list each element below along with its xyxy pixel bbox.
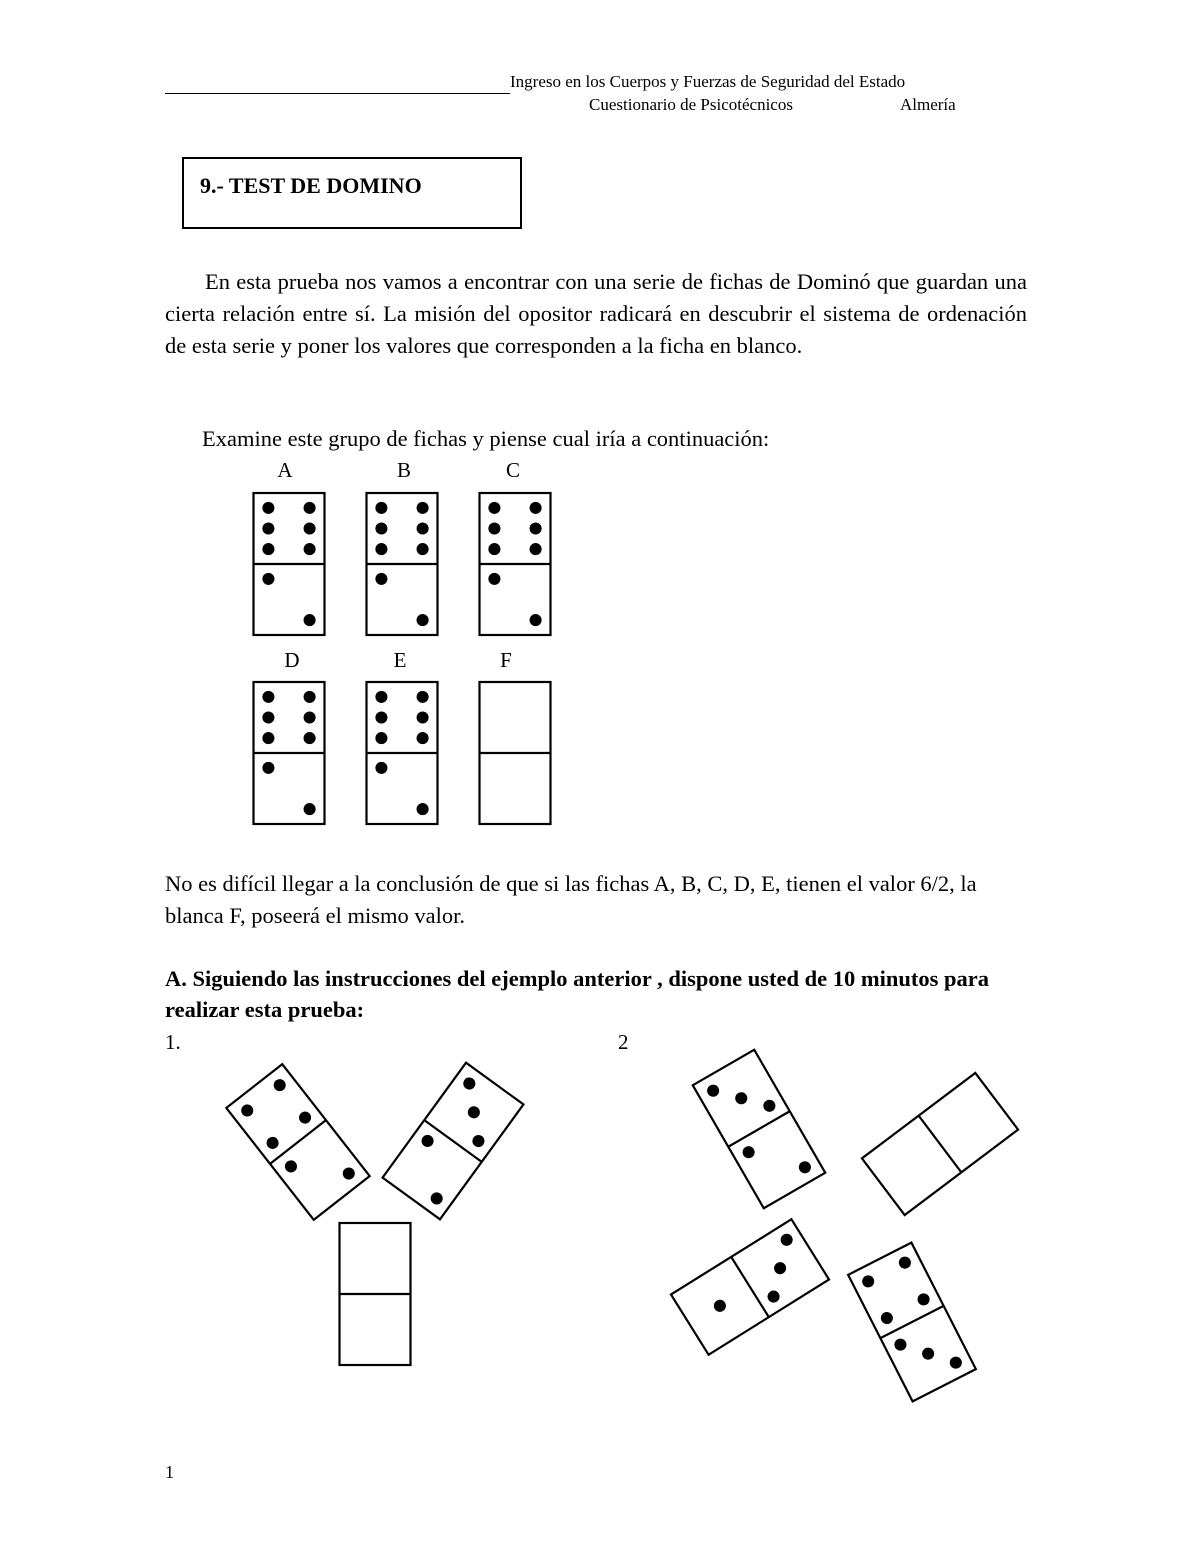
example-tile-b-top-pip: [417, 502, 429, 514]
example-tile-c-bottom-pip: [530, 614, 542, 626]
tile-label-b: B: [396, 458, 411, 482]
example-tile-e-top-pip: [417, 691, 429, 703]
instruction-text: A. Siguiendo las instrucciones del ejemplo anterior , dispone usted de 10 minutos para realizar esta prueba:: [165, 966, 990, 1022]
example-tile-c-top-pip: [488, 502, 500, 514]
example-tile-a-top-pip: [304, 522, 316, 534]
example-tile-b: [367, 493, 438, 635]
example-tile-e-top-pip: [375, 711, 387, 723]
example-tile-e-top-pip: [417, 732, 429, 744]
tile-label-e: E: [393, 648, 407, 672]
example-tile-d-top-pip: [304, 711, 316, 723]
example-tile-a-top-pip: [304, 502, 316, 514]
exercise-1-tile-2: [383, 1063, 524, 1220]
example-tile-a-bottom-pip: [262, 573, 274, 585]
example-tile-d-top-pip: [262, 711, 274, 723]
header-location: Almería: [900, 95, 956, 114]
example-tile-e-bottom-pip: [375, 762, 387, 774]
tile-label-c: C: [505, 458, 520, 482]
exercise-2-number: 2: [618, 1030, 629, 1054]
example-tile-a-top-pip: [262, 543, 274, 555]
section-title: 9.- TEST DE DOMINO: [200, 173, 422, 198]
page-number: 1: [165, 1462, 174, 1482]
example-tile-e: [367, 682, 438, 824]
example-tile-b-top-pip: [417, 543, 429, 555]
example-tile-a-top-pip: [262, 502, 274, 514]
example-tile-c: [480, 493, 551, 635]
example-tile-c-top-pip: [530, 543, 542, 555]
example-tile-d-top-pip: [304, 732, 316, 744]
exercise-2-tile-1: [693, 1050, 825, 1208]
exercise-2-tile-4: [848, 1243, 976, 1402]
exercise-1-number: 1.: [165, 1030, 181, 1054]
example-tile-c-top-pip: [488, 543, 500, 555]
exercise-1-tile-1: [226, 1064, 369, 1220]
example-tile-f: [480, 682, 551, 824]
example-tile-a-bottom-pip: [304, 614, 316, 626]
example-tile-a-top-pip: [262, 522, 274, 534]
example-tile-c-top-pip: [530, 522, 542, 534]
tile-label-f: F: [500, 648, 512, 672]
example-tile-e-bottom-pip: [417, 803, 429, 815]
example-tile-a: [254, 493, 325, 635]
example-tile-b-top-pip: [375, 543, 387, 555]
example-tile-c-top-pip: [530, 502, 542, 514]
example-tile-d-top-pip: [304, 691, 316, 703]
example-tile-d: [254, 682, 325, 824]
conclusion-text: No es difícil llegar a la conclusión de que si las fichas A, B, C, D, E, tienen el valor 6/2, la blanca F, poseerá el mismo valor.: [165, 871, 977, 928]
example-tile-d-bottom-pip: [262, 762, 274, 774]
example-tile-a-top-pip: [304, 543, 316, 555]
header-subtitle: Cuestionario de Psicotécnicos: [589, 95, 793, 114]
example-tile-c-top-pip: [488, 522, 500, 534]
example-tile-b-top-pip: [417, 522, 429, 534]
example-tile-b-top-pip: [375, 502, 387, 514]
tile-label-d: D: [284, 648, 300, 672]
examine-text: Examine este grupo de fichas y piense cual iría a continuación:: [202, 426, 770, 451]
tile-label-a: A: [277, 458, 293, 482]
example-tile-e-top-pip: [375, 691, 387, 703]
exercise-1-tile-3: [340, 1223, 411, 1365]
exercise-2-tile-3: [671, 1219, 829, 1354]
header-title: Ingreso en los Cuerpos y Fuerzas de Seguridad del Estado: [510, 72, 906, 91]
example-tile-d-top-pip: [262, 691, 274, 703]
exercise-2-tile-2: [862, 1073, 1018, 1215]
example-tile-e-top-pip: [375, 732, 387, 744]
example-tile-b-bottom-pip: [417, 614, 429, 626]
example-tile-d-top-pip: [262, 732, 274, 744]
example-tile-b-top-pip: [375, 522, 387, 534]
intro-text: En esta prueba nos vamos a encontrar con una serie de fichas de Dominó que guardan una cierta relación entre sí. La misión del opositor radicará en descubrir el sistema de ordenación de esta serie y poner los valores que corresponden a la ficha en blanco.: [165, 269, 1027, 358]
example-tile-d-bottom-pip: [304, 803, 316, 815]
example-tile-e-top-pip: [417, 711, 429, 723]
example-tile-b-bottom-pip: [375, 573, 387, 585]
example-tile-c-bottom-pip: [488, 573, 500, 585]
